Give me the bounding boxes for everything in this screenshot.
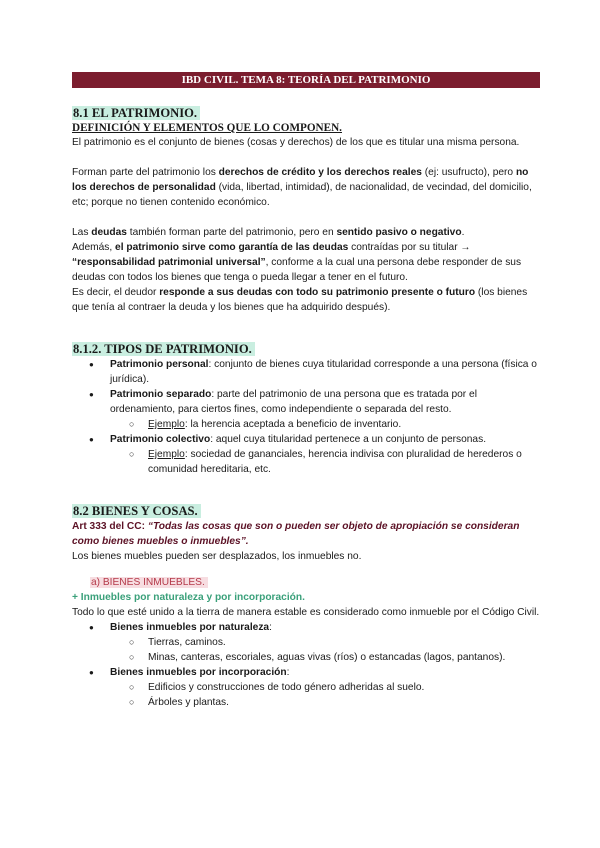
list-subitem: ○ Árboles y plantas. (72, 695, 540, 710)
list-item: ● Bienes inmuebles por incorporación: (72, 665, 540, 680)
section-heading-8-1-2: 8.1.2. TIPOS DE PATRIMONIO. (72, 342, 540, 357)
list-subitem: ○ Edificios y construcciones de todo género adheridas al suelo. (72, 680, 540, 695)
list-subitem: ○ Ejemplo: sociedad de gananciales, herencia indivisa con pluralidad de herederos o comunidad hereditaria, etc. (72, 447, 540, 477)
paragraph-definition: El patrimonio es el conjunto de bienes (cosas y derechos) de los que es titular una misma persona. (72, 137, 520, 148)
patrimonio-types-list (72, 357, 540, 477)
paragraph-responde: Es decir, el deudor responde a sus deudas con todo su patrimonio presente o futuro (los bienes que tenía al contraer la deuda y los bienes que ha adquirido después). (72, 287, 528, 313)
section-heading-8-2: 8.2 BIENES Y COSAS. (72, 504, 540, 519)
list-item: ● Patrimonio separado: parte del patrimonio de una persona que es tratada por el ordenamiento, para ciertos fines, como independiente o separada del resto. (72, 387, 540, 417)
list-subitem: ○ Ejemplo: la herencia aceptada a beneficio de inventario. (72, 417, 540, 432)
article-quote: Art 333 del CC: “Todas las cosas que son o pueden ser objeto de apropiación se consideran como bienes muebles o inmuebles”. (72, 521, 520, 547)
list-subitem: ○ Tierras, caminos. (72, 635, 540, 650)
paragraph-derechos: Forman parte del patrimonio los derechos de crédito y los derechos reales (ej: usufructo), pero no los derechos de personalidad (vida, libertad, intimidad), de nacionalidad, de vecindad, del domicilio, etc; porque no tienen contenido económico. (72, 167, 532, 208)
section-subheading-definicion: DEFINICIÓN Y ELEMENTOS QUE LO COMPONEN. (72, 122, 342, 134)
inmuebles-list (72, 620, 540, 710)
green-note: + Inmuebles por naturaleza y por incorporación. (72, 592, 305, 603)
document-title: IBD CIVIL. TEMA 8: TEORÍA DEL PATRIMONIO (72, 72, 540, 88)
list-item: ● Bienes inmuebles por naturaleza: (72, 620, 540, 635)
list-item: ● Patrimonio personal: conjunto de bienes cuya titularidad corresponde a una persona (física o jurídica). (72, 357, 540, 387)
list-item: ● Patrimonio colectivo: aquel cuya titularidad pertenece a un conjunto de personas. (72, 432, 540, 447)
paragraph-deudas: Las deudas también forman parte del patrimonio, pero en sentido pasivo o negativo. (72, 227, 465, 238)
document-page (72, 72, 540, 710)
paragraph-muebles: Los bienes muebles pueden ser desplazados, los inmuebles no. (72, 551, 362, 562)
subsection-heading-inmuebles: a) BIENES INMUEBLES. (72, 575, 540, 590)
paragraph-tierra: Todo lo que esté unido a la tierra de manera estable es considerado como inmueble por el Código Civil. (72, 607, 540, 618)
section-heading-8-1: 8.1 EL PATRIMONIO. (72, 106, 540, 121)
list-subitem: ○ Minas, canteras, escoriales, aguas vivas (ríos) o estancadas (lagos, pantanos). (72, 650, 540, 665)
paragraph-garantia: Además, el patrimonio sirve como garantía de las deudas contraídas por su titular → “responsabilidad patrimonial universal”, conforme a la cual una persona debe responder de sus deudas con todos los bienes que tenga o pueda llegar a tener en el futuro. (72, 242, 522, 283)
